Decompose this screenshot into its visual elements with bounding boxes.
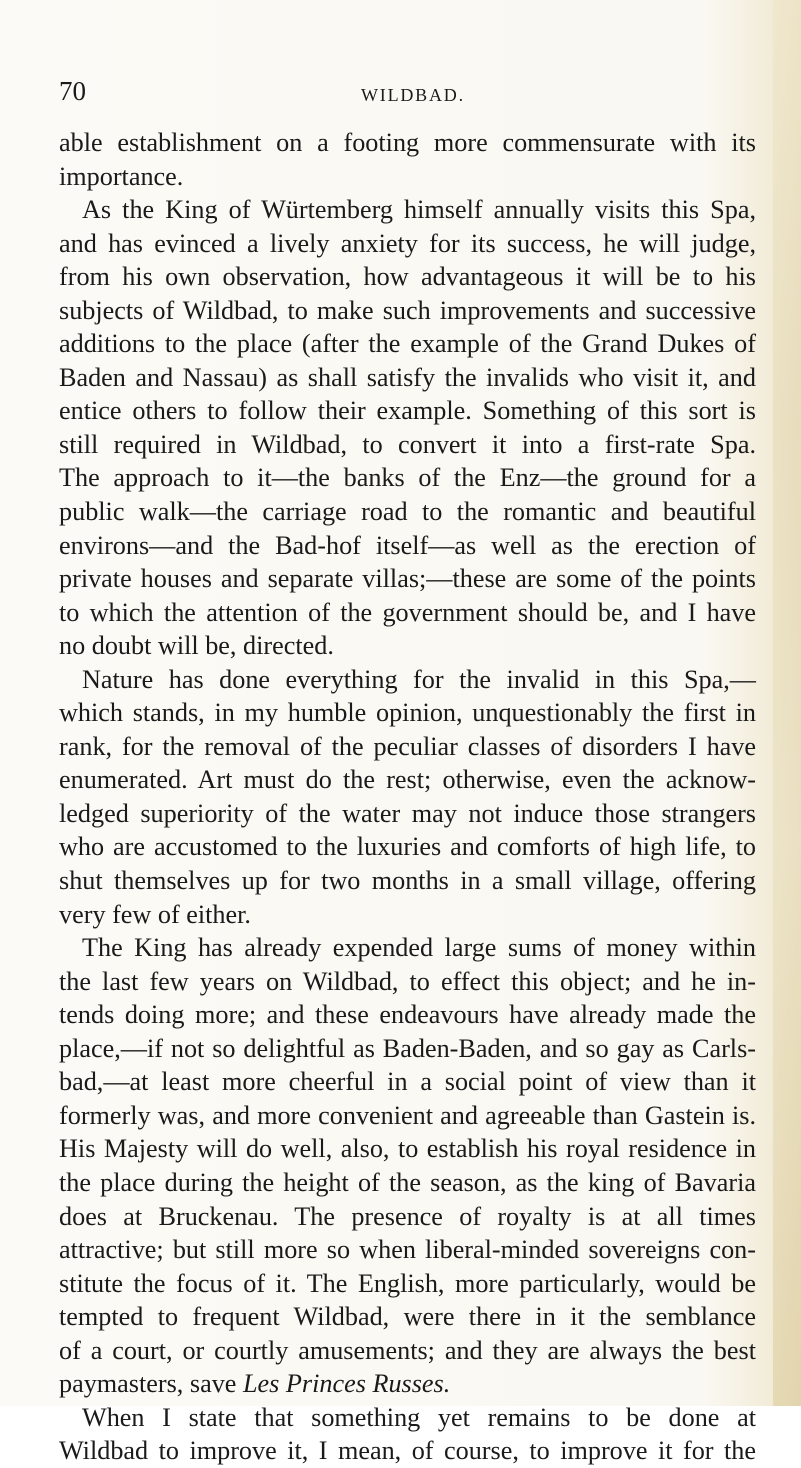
text-line-content: no doubt will be, directed. (59, 631, 334, 661)
italic-phrase: Les Princes Russes. (242, 1369, 451, 1399)
page-edge-discoloration (773, 0, 801, 1406)
text-line (59, 260, 756, 294)
text-line-content: entice others to follow their example. Something of this sort is (59, 396, 756, 426)
text-line (59, 461, 756, 495)
text-line (59, 361, 756, 395)
text-line-content: to which the attention of the government should be, and I have (59, 597, 756, 627)
text-line (59, 830, 756, 864)
text-line-content: shut themselves up for two months in a small village, offering (59, 866, 756, 896)
text-line (59, 1032, 756, 1066)
text-line-content: Nature has done everything for the invalid in this Spa,— (82, 664, 756, 694)
text-line (59, 160, 756, 194)
text-line-content: tempted to frequent Wildbad, were there in it the semblance (59, 1302, 756, 1332)
page-header (59, 76, 749, 110)
page-number: 70 (59, 76, 86, 106)
text-line (59, 495, 756, 529)
text-line (59, 1300, 756, 1334)
text-line-content: additions to the place (after the example of the Grand Dukes of (59, 329, 756, 359)
text-line-content: and has evinced a lively anxiety for its success, he will judge, (59, 228, 756, 258)
text-line-content: importance. (59, 161, 184, 191)
text-line-content: of a court, or courtly amusements; and they are always the best (59, 1335, 756, 1365)
text-line-content: enumerated. Art must do the rest; otherwise, even the acknow- (59, 765, 756, 795)
text-line-content: who are accustomed to the luxuries and comforts of high life, to (59, 832, 756, 862)
text-line-content: does at Bruckenau. The presence of royalty is at all times (59, 1201, 756, 1231)
text-line (59, 327, 756, 361)
text-line (59, 126, 756, 160)
text-line-content: Baden and Nassau) as shall satisfy the invalids who visit it, and (59, 362, 756, 392)
text-line (59, 1267, 756, 1301)
text-line (59, 797, 756, 831)
text-line (59, 394, 756, 428)
text-line-content: tends doing more; and these endeavours have already made the (59, 1000, 756, 1030)
text-line-content: public walk—the carriage road to the romantic and beautiful (59, 497, 756, 527)
text-line (59, 1132, 756, 1166)
text-line (59, 1200, 756, 1234)
text-line-content: bad,—at least more cheerful in a social point of view than it (59, 1067, 756, 1097)
text-line (59, 629, 756, 663)
text-line-content: formerly was, and more convenient and agreeable than Gastein is. (59, 1100, 756, 1130)
text-line-content: paymasters, save (59, 1369, 243, 1399)
text-line (59, 898, 756, 932)
text-line (59, 998, 756, 1032)
text-line-content: As the King of Würtemberg himself annually visits this Spa, (82, 195, 756, 225)
text-line-content: His Majesty will do well, also, to establish his royal residence in (59, 1134, 756, 1164)
text-line (59, 529, 756, 563)
text-line (59, 562, 756, 596)
text-line-content: stitute the focus of it. The English, more particularly, would be (59, 1268, 756, 1298)
text-line-content: very few of either. (59, 899, 251, 929)
text-line-content: When I state that something yet remains to be done at (82, 1402, 756, 1432)
text-line (59, 1099, 756, 1133)
text-line-content: The King has already expended large sums of money within (82, 933, 756, 963)
text-line (59, 663, 756, 697)
text-line-content: which stands, in my humble opinion, unquestionably the first in (59, 698, 756, 728)
text-line-content: from his own observation, how advantageous it will be to his (59, 262, 756, 292)
text-line (59, 696, 756, 730)
text-line-content: Wildbad to improve it, I mean, of course, to improve it for the (59, 1436, 756, 1466)
text-line-content: The approach to it—the banks of the Enz—the ground for a (59, 463, 756, 493)
text-line (59, 730, 756, 764)
text-line-content: still required in Wildbad, to convert it into a first-rate Spa. (59, 429, 756, 459)
text-line (59, 193, 756, 227)
text-line (59, 227, 756, 261)
text-line (59, 1065, 756, 1099)
text-line (59, 596, 756, 630)
text-line (59, 864, 756, 898)
text-line-content: place,—if not so delightful as Baden-Baden, and so gay as Carls- (59, 1033, 756, 1063)
text-line (59, 763, 756, 797)
text-line-content: the place during the height of the season, as the king of Bavaria (59, 1167, 756, 1197)
body-text (59, 126, 756, 1468)
text-line (59, 1434, 756, 1468)
text-line-content: the last few years on Wildbad, to effect this object; and he in- (59, 966, 756, 996)
text-line (59, 1334, 756, 1368)
text-line-content: attractive; but still more so when liberal-minded sovereigns con- (59, 1235, 756, 1265)
text-line-content: ledged superiority of the water may not induce those strangers (59, 798, 756, 828)
text-line (59, 965, 756, 999)
text-line (59, 1367, 756, 1401)
running-head: WILDBAD. (361, 85, 465, 105)
text-line-content: rank, for the removal of the peculiar classes of disorders I have (59, 731, 756, 761)
text-line (59, 428, 756, 462)
text-line-content: private houses and separate villas;—these are some of the points (59, 564, 756, 594)
text-line-content: environs—and the Bad-hof itself—as well as the erection of (59, 530, 756, 560)
text-line-content: subjects of Wildbad, to make such improvements and successive (59, 295, 756, 325)
text-line (59, 1233, 756, 1267)
text-line (59, 931, 756, 965)
text-line (59, 1166, 756, 1200)
text-line-content: able establishment on a footing more commensurate with its (59, 128, 756, 157)
text-line (59, 294, 756, 328)
